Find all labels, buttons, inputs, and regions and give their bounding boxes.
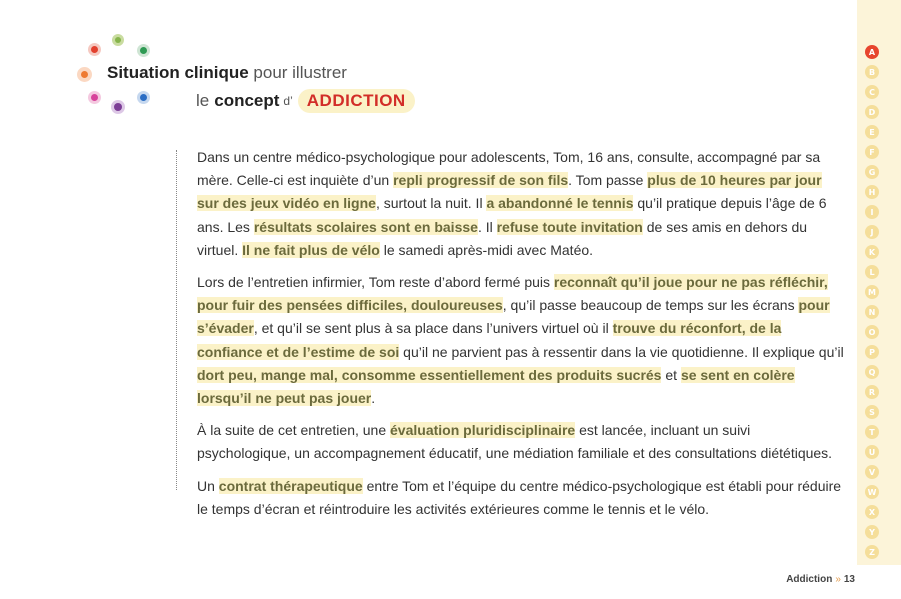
dot-red [91, 46, 98, 53]
text-segment: qu’il pratique depuis l’âge de 6 ans. Les [197, 195, 827, 235]
addiction-badge: ADDICTION [298, 89, 415, 113]
subtitle-concept: concept [214, 91, 280, 110]
alphabet-letter-a[interactable]: A [865, 45, 879, 59]
alphabet-letter-r[interactable]: R [865, 385, 879, 399]
paragraph [197, 146, 845, 262]
alphabet-letter-z[interactable]: Z [865, 545, 879, 559]
alphabet-letter-b[interactable]: B [865, 65, 879, 79]
dotted-divider [176, 150, 177, 490]
text-segment: . Tom passe [568, 172, 648, 189]
text-segment: Un [197, 477, 219, 494]
dot-purple [114, 103, 122, 111]
highlighted-phrase: se sent en colère lorsqu’il ne peut pas jouer [197, 366, 795, 407]
alphabet-letter-l[interactable]: L [865, 265, 879, 279]
alphabet-letter-d[interactable]: D [865, 105, 879, 119]
alphabet-letter-v[interactable]: V [865, 465, 879, 479]
footer-separator: » [835, 574, 841, 585]
paragraph [197, 475, 845, 521]
alphabet-letter-q[interactable]: Q [865, 365, 879, 379]
alphabet-letter-p[interactable]: P [865, 345, 879, 359]
text-segment: Dans un centre médico-psychologique pour adolescents, Tom, 16 ans, consulte, accompagné par sa mère. Celle-ci est inquiète d’un [197, 149, 821, 189]
alphabet-letter-j[interactable]: J [865, 225, 879, 239]
alphabet-letter-x[interactable]: X [865, 505, 879, 519]
highlighted-phrase: refuse toute invitation [496, 218, 643, 235]
highlighted-phrase: plus de 10 heures par jour sur des jeux vidéo en ligne [197, 172, 822, 212]
alphabet-letter-g[interactable]: G [865, 165, 879, 179]
highlighted-phrase: résultats scolaires sont en baisse [253, 218, 478, 235]
page-footer [786, 574, 855, 585]
highlighted-phrase: repli progressif de son fils [393, 172, 569, 189]
alphabet-letter-s[interactable]: S [865, 405, 879, 419]
text-segment: . [371, 390, 376, 407]
text-segment: est lancée, incluant un suivi psychologique, un accompagnement éducatif, une médiation familiale et des consultations diététiques. [197, 422, 833, 462]
alphabet-letter-h[interactable]: H [865, 185, 879, 199]
text-segment: Lors de l’entretien infirmier, Tom reste d’abord fermé puis [197, 274, 554, 291]
dot-green [140, 47, 147, 54]
paragraph [197, 419, 845, 465]
text-segment: . Il [477, 218, 497, 235]
alphabet-letter-i[interactable]: I [865, 205, 879, 219]
highlighted-phrase: contrat thérapeutique [218, 477, 363, 494]
dot-blue [140, 94, 147, 101]
page-number: 13 [843, 574, 855, 585]
title-strong: Situation clinique [107, 63, 249, 82]
highlighted-phrase: trouve du réconfort, de la confiance et de l’estime de soi [197, 320, 782, 360]
text-segment: À la suite de cet entretien, une [197, 422, 391, 439]
text-segment: entre Tom et l’équipe du centre médico-psychologique est établi pour réduire le temps d’écran et réintroduire les activités extérieures comme le tennis et le vélo. [197, 477, 842, 517]
alphabet-letter-m[interactable]: M [865, 285, 879, 299]
alphabet-letter-o[interactable]: O [865, 325, 879, 339]
title-light: pour illustrer [253, 63, 347, 82]
highlighted-phrase: dort peu, mange mal, consomme essentiellement des produits sucrés [197, 366, 662, 383]
text-segment: de ses amis en dehors du virtuel. [197, 218, 808, 258]
alphabet-letter-n[interactable]: N [865, 305, 879, 319]
alphabet-letter-u[interactable]: U [865, 445, 879, 459]
clinical-case-text [197, 146, 845, 530]
alphabet-index [865, 45, 881, 565]
subtitle-le: le [196, 91, 210, 110]
page-subtitle [196, 89, 415, 113]
alphabet-letter-w[interactable]: W [865, 485, 879, 499]
highlighted-phrase: reconnaît qu’il joue pour ne pas réfléchir, pour fuir des pensées difficiles, douloureuses [197, 274, 828, 314]
subtitle-d: d’ [283, 94, 293, 108]
alphabet-letter-c[interactable]: C [865, 85, 879, 99]
paragraph [197, 271, 845, 410]
text-segment: , qu’il passe beaucoup de temps sur les écrans [502, 297, 799, 314]
alphabet-letter-y[interactable]: Y [865, 525, 879, 539]
text-segment: , surtout la nuit. Il [375, 195, 487, 212]
text-segment: le samedi après-midi avec Matéo. [379, 241, 594, 258]
footer-section-name: Addiction [786, 574, 833, 585]
alphabet-letter-f[interactable]: F [865, 145, 879, 159]
highlighted-phrase: évaluation pluridisciplinaire [390, 422, 576, 439]
alphabet-letter-k[interactable]: K [865, 245, 879, 259]
highlighted-phrase: a abandonné le tennis [486, 195, 634, 212]
dot-green-light-center [115, 37, 121, 43]
alphabet-letter-t[interactable]: T [865, 425, 879, 439]
text-segment: et [661, 366, 681, 383]
dot-pink [91, 94, 98, 101]
dot-orange [81, 71, 88, 78]
text-segment: qu’il ne parvient pas à ressentir dans la vie quotidienne. Il explique qu’il [399, 343, 844, 360]
highlighted-phrase: pour s’évader [197, 297, 830, 337]
alphabet-letter-e[interactable]: E [865, 125, 879, 139]
highlighted-phrase: Il ne fait plus de vélo [242, 241, 380, 258]
text-segment: , et qu’il se sent plus à sa place dans l’univers virtuel où il [253, 320, 613, 337]
page-title [107, 63, 347, 83]
